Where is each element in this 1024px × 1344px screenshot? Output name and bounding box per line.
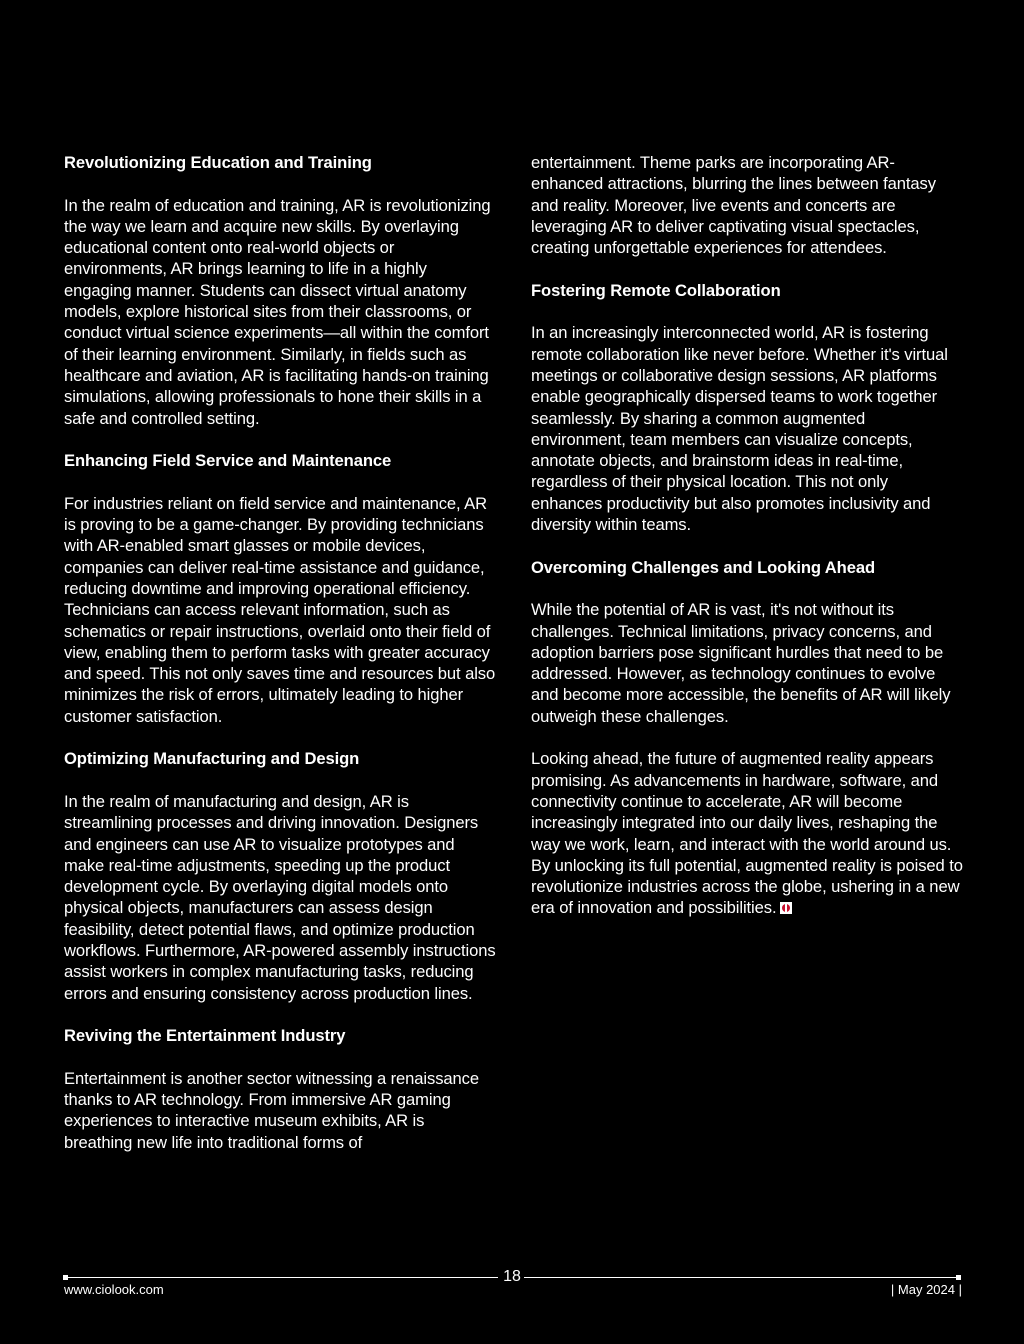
footer-rule-right-end — [956, 1275, 961, 1280]
section-paragraph: In an increasingly interconnected world, AR is fostering remote collaboration like never before. Whether it's virtual meetings or collaborative design sessions, AR platforms enable geographically dispersed teams to work together seamlessly. By sharing a common augmented environment, team members can visualize concepts, annotate objects, and brainstorm ideas in real-time, regardless of their physical location. This not only enhances productivity but also promotes inclusivity and diversity within teams. — [531, 323, 948, 535]
footer-rule-right — [524, 1277, 960, 1278]
footer-issue-date: | May 2024 | — [890, 1282, 962, 1297]
end-of-article-icon — [780, 902, 792, 914]
section-paragraph: For industries reliant on field service and maintenance, AR is proving to be a game-changer. By providing technicians with AR-enabled smart glasses or mobile devices, companies can deliver real-time assistance and guidance, reducing downtime and improving operational efficiency. Technicians can access relevant information, such as schematics or repair instructions, overlaid onto their field of view, enabling them to perform tasks with greater accuracy and speed. This not only saves time and resources but also minimizes the risk of errors, ultimately leading to higher customer satisfaction. — [64, 493, 496, 726]
closing-paragraph-text: Looking ahead, the future of augmented reality appears promising. As advancements in hardware, software, and connectivity continue to accelerate, AR will become increasingly integrated into our daily lives, reshaping the way we work, learn, and interact with the world around us. By unlocking its full potential, augmented reality is poised to revolutionize industries across the globe, ushering in a new era of innovation and possibilities. — [531, 749, 963, 918]
right-column — [531, 152, 963, 940]
section-heading: Fostering Remote Collaboration — [531, 280, 781, 300]
section-heading: Reviving the Entertainment Industry — [64, 1026, 346, 1046]
section-paragraph: Entertainment is another sector witnessing a renaissance thanks to AR technology. From immersive AR gaming experiences to interactive museum exhibits, AR is breathing new life into traditional forms of — [64, 1068, 479, 1152]
footer-website[interactable]: www.ciolook.com — [64, 1282, 164, 1297]
footer-rule-left-end — [63, 1275, 68, 1280]
closing-paragraph — [531, 748, 963, 918]
section-heading: Enhancing Field Service and Maintenance — [64, 451, 392, 471]
footer-rule-left — [64, 1277, 498, 1278]
section-heading: Optimizing Manufacturing and Design — [64, 749, 360, 769]
section-paragraph: In the realm of education and training, AR is revolutionizing the way we learn and acquire new skills. By overlaying educational content onto real-world objects or environments, AR brings learning to life in a highly engaging manner. Students can dissect virtual anatomy models, explore historical sites from their classrooms, or conduct virtual science experiments—all within the comfort of their learning environment. Similarly, in fields such as healthcare and aviation, AR is facilitating hands-on training simulations, allowing professionals to hone their skills in a safe and controlled setting. — [64, 195, 491, 428]
left-column — [64, 152, 496, 1174]
section-heading: Overcoming Challenges and Looking Ahead — [531, 557, 876, 577]
section-paragraph: In the realm of manufacturing and design, AR is streamlining processes and driving innovation. Designers and engineers can use AR to visualize prototypes and make real-time adjustments, speeding up the product development cycle. By overlaying digital models onto physical objects, manufacturers can assess design feasibility, detect potential flaws, and optimize production workflows. Furthermore, AR-powered assembly instructions assist workers in complex manufacturing tasks, reducing errors and ensuring consistency across production lines. — [64, 791, 496, 1003]
section-paragraph: While the potential of AR is vast, it's not without its challenges. Technical limitations, privacy concerns, and adoption barriers pose significant hurdles that need to be addressed. However, as technology continues to evolve and become more accessible, the benefits of AR will likely outweigh these challenges. — [531, 600, 951, 726]
page-number: 18 — [503, 1268, 521, 1285]
continued-paragraph: entertainment. Theme parks are incorporating AR-enhanced attractions, blurring the lines between fantasy and reality. Moreover, live events and concerts are leveraging AR to deliver captivating visual spectacles, creating unforgettable experiences for attendees. — [531, 153, 936, 258]
section-heading: Revolutionizing Education and Training — [64, 153, 372, 172]
